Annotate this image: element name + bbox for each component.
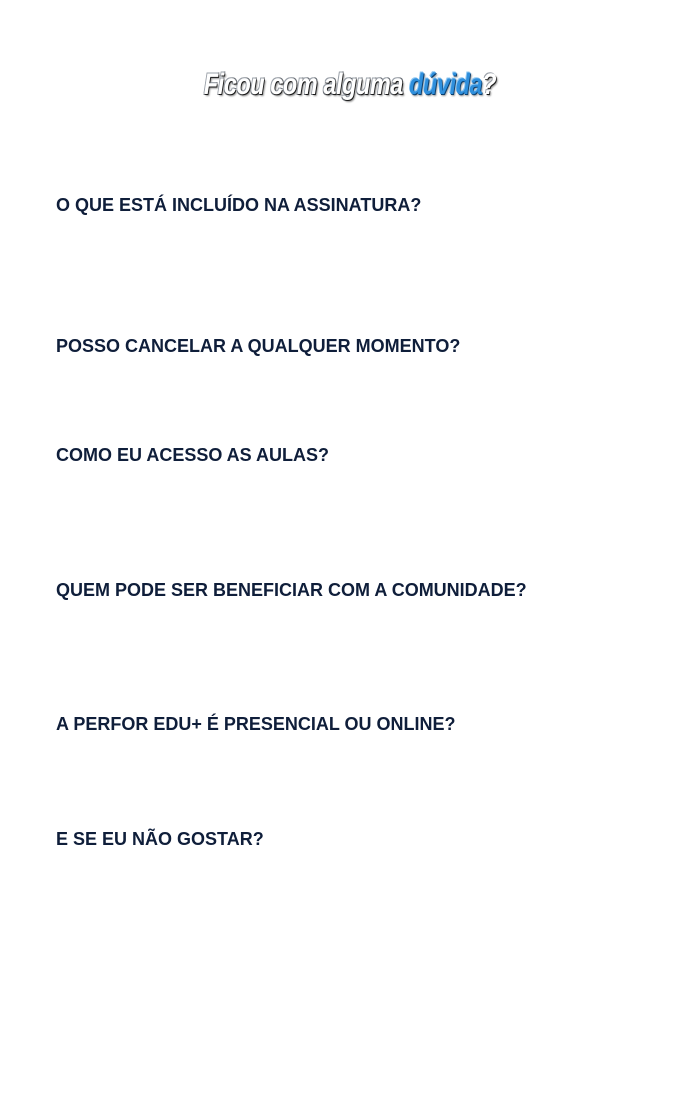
faq-question-4[interactable]: QUEM PODE SER BENEFICIAR COM A COMUNIDADE? (56, 580, 527, 600)
faq-answer-4 (56, 615, 646, 655)
faq-heading-accent: dúvida (409, 67, 483, 101)
faq-answer-6 (56, 865, 646, 905)
faq-answer-5 (56, 750, 646, 790)
faq-question-3[interactable]: COMO EU ACESSO AS AULAS? (56, 445, 330, 465)
faq-heading-main: Ficou com alguma (203, 67, 410, 101)
faq-question-6[interactable]: E SE EU NÃO GOSTAR? (56, 829, 264, 849)
faq-question-2[interactable]: POSSO CANCELAR A QUALQUER MOMENTO? (56, 336, 461, 356)
faq-heading (77, 65, 623, 105)
faq-heading-question-mark: ? (482, 67, 497, 101)
faq-answer-1 (56, 230, 646, 270)
faq-question-5[interactable]: A PERFOR EDU+ É PRESENCIAL OU ONLINE? (56, 714, 456, 734)
faq-answer-3 (56, 480, 646, 520)
faq-answer-2 (56, 370, 646, 410)
faq-question-1[interactable]: O QUE ESTÁ INCLUÍDO NA ASSINATURA? (56, 195, 422, 215)
